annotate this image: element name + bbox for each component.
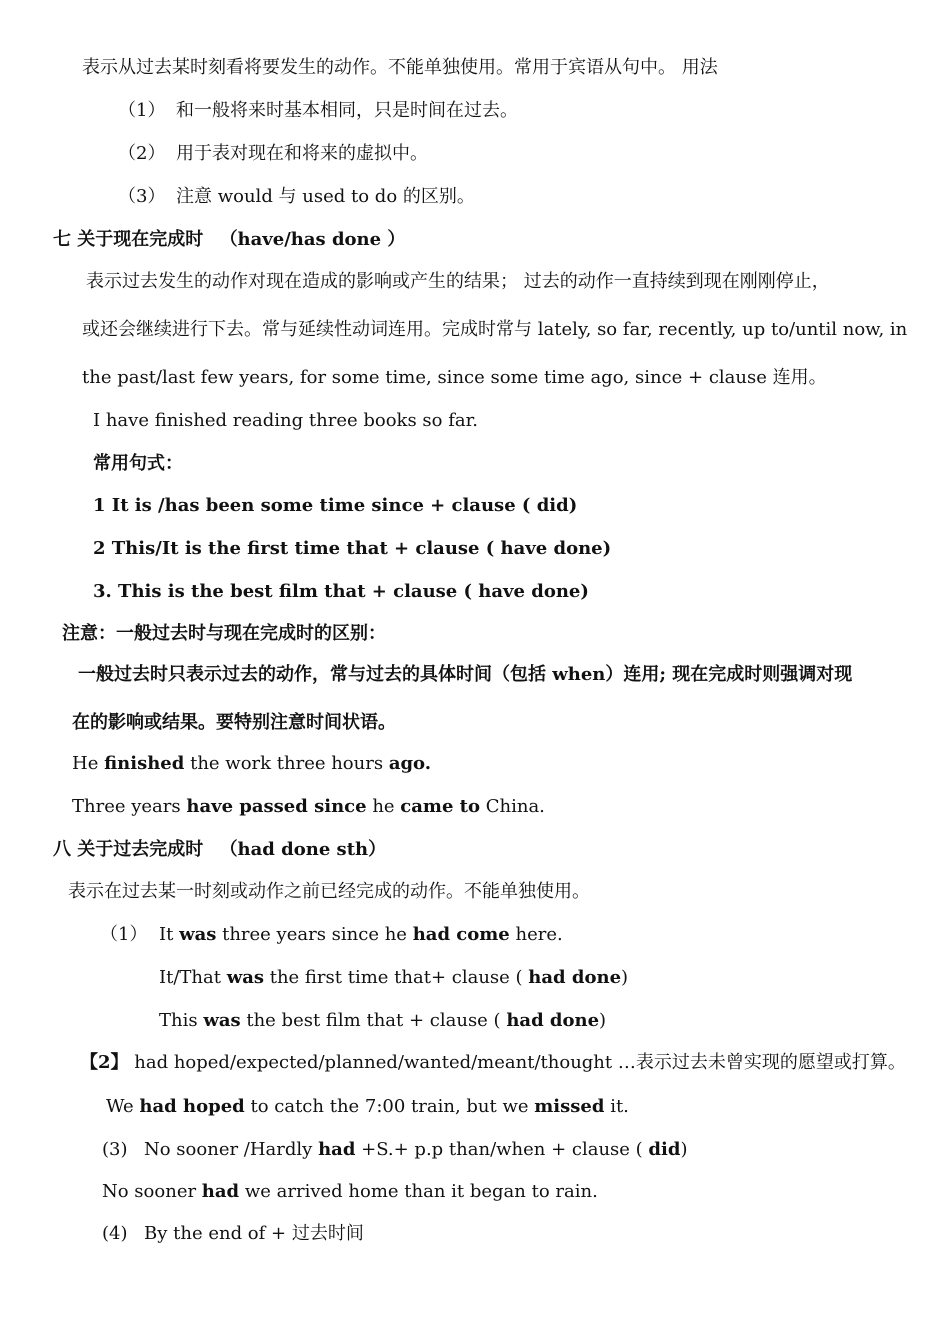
s8-item-3 [102, 1138, 687, 1162]
text: it. [604, 1096, 629, 1117]
s8-item-1-line-2 [159, 966, 628, 990]
text: ) [599, 1010, 607, 1031]
s8-item-1-line-1 [100, 923, 563, 947]
s6-item-2 [118, 142, 428, 166]
s7-pattern-2: 2 This/It is the first time that + clause ( have done) [93, 538, 612, 559]
text: three years since he [216, 924, 413, 945]
text: the work three hours [184, 753, 389, 774]
s7-example: I have finished reading three books so far. [93, 410, 478, 431]
s7-desc-2: 或还会继续进行下去。常与延续性动词连用。完成时常与 lately, so far, recently, up to/until now, in [82, 319, 908, 340]
text: China. [480, 796, 545, 817]
item-number: （2） [118, 143, 166, 164]
text: No sooner [102, 1181, 202, 1202]
heading-cn: 七 关于现在完成时 [53, 229, 204, 250]
item-text: 用于表对现在和将来的虚拟中。 [176, 143, 428, 164]
bold-text: came to [400, 796, 481, 817]
heading-cn: 八 关于过去完成时 [53, 839, 204, 860]
text: here. [509, 924, 563, 945]
item-number: (4) [102, 1223, 128, 1244]
s8-item-2 [80, 1051, 906, 1075]
item-number: （1） [100, 924, 148, 945]
bold-text: finished [104, 753, 185, 774]
item-text: 注意 would 与 used to do 的区别。 [176, 186, 475, 207]
text: Three years [72, 796, 187, 817]
s7-desc-1: 表示过去发生的动作对现在造成的影响或产生的结果； 过去的动作一直持续到现在刚刚停止， [86, 271, 830, 292]
s7-note-title: 注意：一般过去时与现在完成时的区别： [62, 623, 386, 644]
bold-text: did [648, 1139, 681, 1160]
text: to catch the 7:00 train, but we [244, 1096, 535, 1117]
heading-en: （have/has done ） [219, 229, 406, 250]
bold-text: ago. [388, 753, 432, 774]
s7-patterns-title: 常用句式： [93, 453, 183, 474]
heading-en: （had done sth） [219, 839, 387, 860]
bold-text: was [203, 1010, 241, 1031]
item-number: （1） [118, 100, 166, 121]
s6-item-1 [118, 99, 518, 123]
text: ) [621, 967, 629, 988]
text: +S.+ p.p than/when + clause ( [355, 1139, 649, 1160]
bold-text: was [179, 924, 217, 945]
s7-desc-3: the past/last few years, for some time, since some time ago, since + clause 连用。 [82, 367, 827, 388]
text: It/That [159, 967, 227, 988]
s8-item-3-example [102, 1180, 598, 1204]
text: ) [680, 1139, 688, 1160]
text: the first time that+ clause ( [264, 967, 529, 988]
text: we arrived home than it began to rain. [239, 1181, 598, 1202]
s7-note-line-2: 在的影响或结果。要特别注意时间状语。 [72, 712, 396, 733]
s8-item-2-example [106, 1095, 629, 1119]
s8-desc: 表示在过去某一时刻或动作之前已经完成的动作。不能单独使用。 [68, 881, 590, 902]
s7-example-past [72, 752, 431, 776]
s7-note-line-1: 一般过去时只表示过去的动作，常与过去的具体时间（包括 when）连用; 现在完成时则强调对现 [78, 664, 853, 685]
item-number: (3) [102, 1139, 128, 1160]
s7-pattern-1: 1 It is /has been some time since + clause ( did) [93, 495, 578, 516]
text: It [159, 924, 180, 945]
text: He [72, 753, 105, 774]
text: We [106, 1096, 140, 1117]
bold-text: was [226, 967, 264, 988]
s6-item-3 [118, 185, 475, 209]
text: the best film that + clause ( [240, 1010, 507, 1031]
bold-text: had [201, 1181, 240, 1202]
bold-text: had done [506, 1010, 600, 1031]
s7-heading [53, 228, 405, 252]
item-text: 和一般将来时基本相同，只是时间在过去。 [176, 100, 518, 121]
bold-text: had done [528, 967, 622, 988]
s8-heading [53, 838, 386, 862]
s7-example-perfect [72, 795, 545, 819]
text: No sooner /Hardly [144, 1139, 319, 1160]
text: This [159, 1010, 204, 1031]
item-number: 【2】 [80, 1052, 129, 1073]
bold-text: had come [412, 924, 510, 945]
s8-item-1-line-3 [159, 1009, 606, 1033]
item-number: （3） [118, 186, 166, 207]
s6-intro: 表示从过去某时刻看将要发生的动作。不能单独使用。常用于宾语从句中。 用法 [82, 57, 718, 78]
bold-text: missed [534, 1096, 605, 1117]
text: he [366, 796, 401, 817]
bold-text: had [318, 1139, 356, 1160]
bold-text: have passed since [186, 796, 367, 817]
text: By the end of + 过去时间 [144, 1223, 364, 1244]
s7-pattern-3: 3. This is the best film that + clause ( have done) [93, 581, 589, 602]
bold-text: had hoped [139, 1096, 245, 1117]
s8-item-4 [102, 1222, 364, 1246]
text: had hoped/expected/planned/wanted/meant/thought …表示过去未曾实现的愿望或打算。 [128, 1052, 906, 1073]
